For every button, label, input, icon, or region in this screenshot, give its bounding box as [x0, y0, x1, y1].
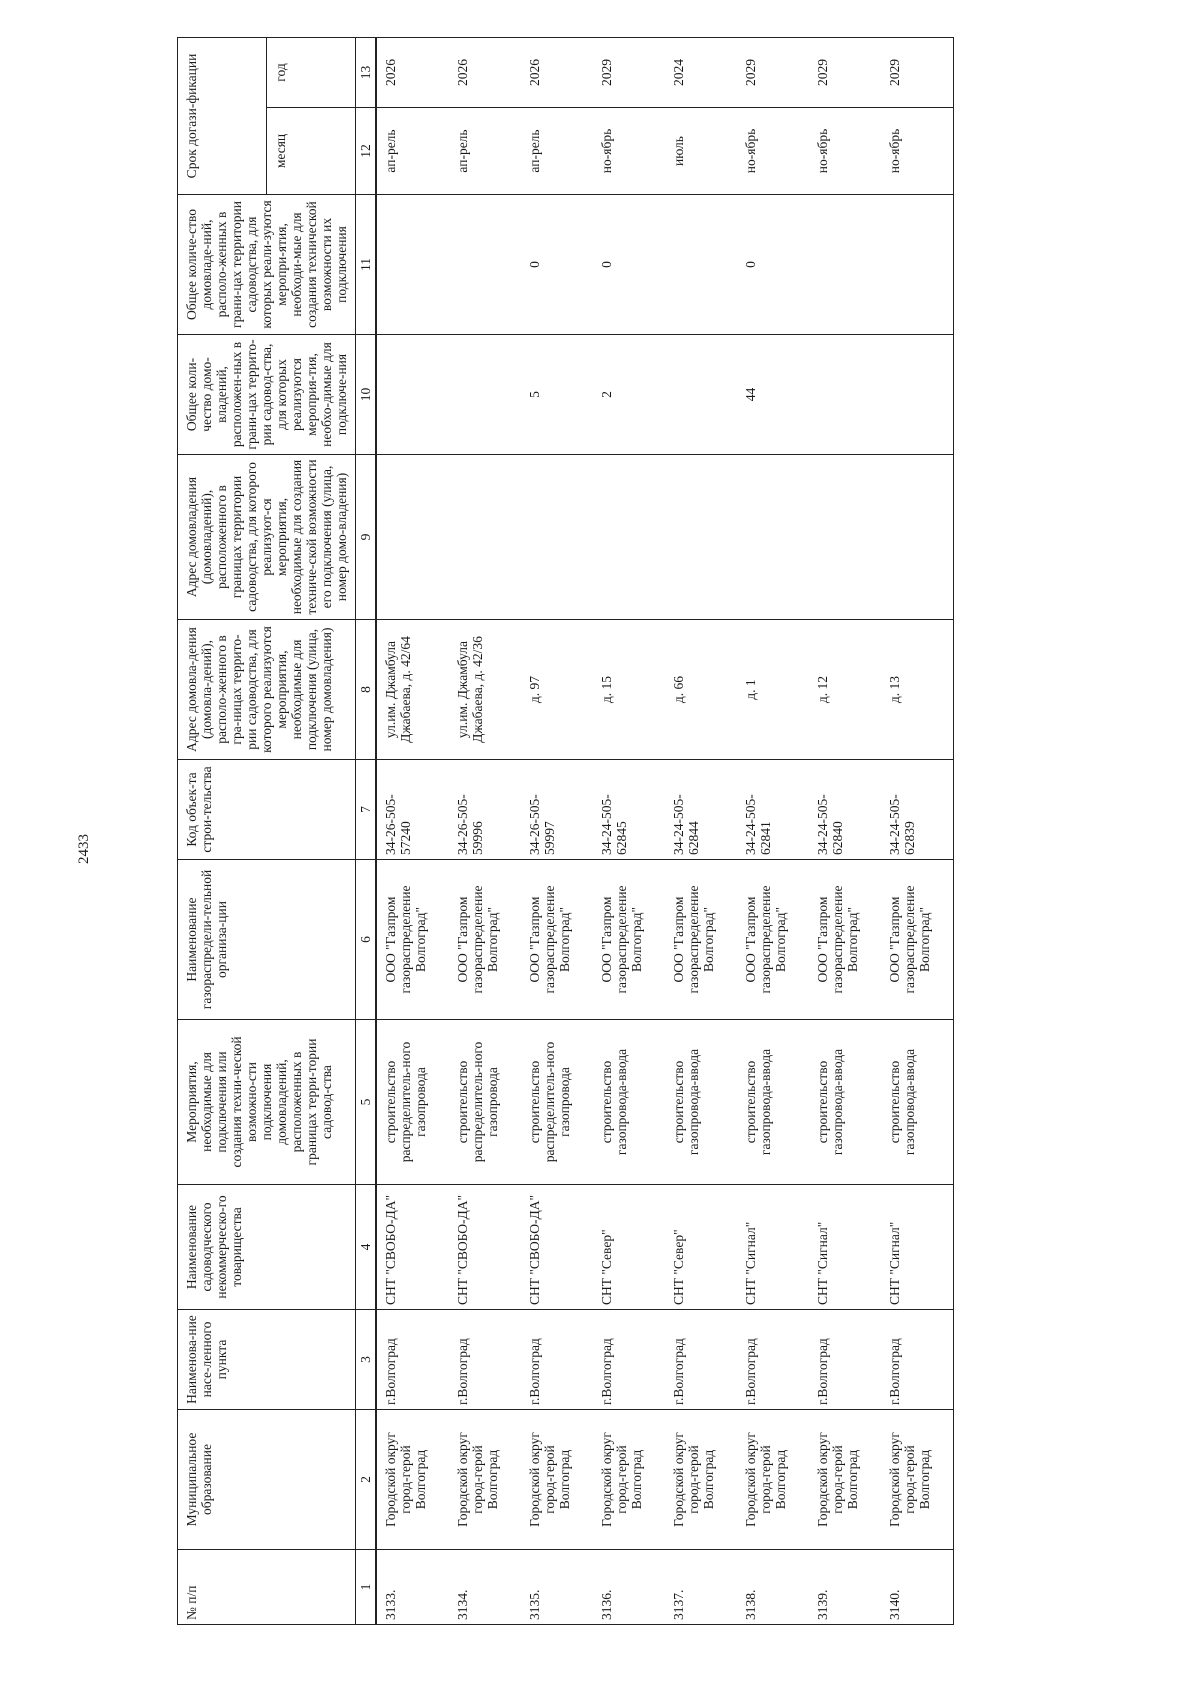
cell-municipality: Городской округ город-герой Волгоград — [521, 1410, 593, 1550]
cell-partnership: СНТ "Сигнал" — [881, 1185, 954, 1310]
cell-measures: строительство распределитель-ного газопровода — [521, 1020, 593, 1185]
cell-total-capability — [881, 195, 954, 335]
cell-month: ап-рель — [521, 108, 593, 195]
cell-object-code: 34-24-505-62841 — [737, 760, 809, 860]
cell-object-code: 34-26-505-57240 — [376, 760, 449, 860]
cell-year: 2026 — [521, 37, 593, 107]
cell-partnership: СНТ "Сигнал" — [737, 1185, 809, 1310]
header-num: № п/п — [178, 1550, 356, 1625]
column-number: 5 — [356, 1020, 377, 1185]
cell-total-connection — [376, 335, 449, 455]
cell-gas-org: ООО "Газпром газораспределение Волгоград" — [809, 860, 881, 1020]
cell-municipality: Городской округ город-герой Волгоград — [376, 1410, 449, 1550]
cell-address-capability — [809, 455, 881, 620]
cell-municipality: Городской округ город-герой Волгоград — [449, 1410, 521, 1550]
cell-partnership: СНТ "СВОБО-ДА" — [449, 1185, 521, 1310]
cell-total-capability — [449, 195, 521, 335]
cell-object-code: 34-24-505-62839 — [881, 760, 954, 860]
cell-partnership: СНТ "Север" — [593, 1185, 665, 1310]
cell-settlement: г.Волгоград — [665, 1310, 737, 1410]
header-address-capability: Адрес домовладения (домовладений), расположенного в границах территории садоводства, для которого реализуют-ся мероприятия, необходимые для создания техниче-ской возможности его подключения (улица, номер домо-владения) — [178, 455, 356, 620]
cell-total-capability — [376, 195, 449, 335]
cell-gas-org: ООО "Газпром газораспределение Волгоград" — [376, 860, 449, 1020]
cell-address-connection: ул.им. Джамбула Джабаева, д. 42/64 — [376, 620, 449, 760]
header-address-connection: Адрес домовла-дения (домовла-дений), располо-женного в гра-ницах террито-рии садоводства, для которого реализуются мероприятия, необходимые для подключения (улица, номер домовладения) — [178, 620, 356, 760]
cell-num: 3133. — [376, 1550, 449, 1625]
cell-total-capability — [809, 195, 881, 335]
header-total-connection: Общее коли-чество домо-владений, расположен-ных в грани-цах террито-рии садовод-ства, для которых реализуются мероприя-тия, необхо-димые для подключе-ния — [178, 335, 356, 455]
cell-gas-org: ООО "Газпром газораспределение Волгоград" — [737, 860, 809, 1020]
table-header — [178, 37, 377, 1624]
cell-gas-org: ООО "Газпром газораспределение Волгоград" — [521, 860, 593, 1020]
cell-address-connection: д. 15 — [593, 620, 665, 760]
cell-address-connection: д. 13 — [881, 620, 954, 760]
header-object-code: Код объек-та строи-тельства — [178, 760, 356, 860]
table-row — [449, 37, 521, 1624]
table-row — [881, 37, 954, 1624]
cell-year: 2029 — [737, 37, 809, 107]
header-deadline-group: Срок догази-фикации — [178, 37, 267, 194]
header-gas-org: Наименование газораспредели-тельной организа-ции — [178, 860, 356, 1020]
cell-year: 2024 — [665, 37, 737, 107]
cell-gas-org: ООО "Газпром газораспределение Волгоград" — [593, 860, 665, 1020]
cell-month: но-ябрь — [737, 108, 809, 195]
cell-total-capability: 0 — [737, 195, 809, 335]
cell-municipality: Городской округ город-герой Волгоград — [593, 1410, 665, 1550]
column-number: 1 — [356, 1550, 377, 1625]
cell-month: ап-рель — [449, 108, 521, 195]
cell-object-code: 34-24-505-62845 — [593, 760, 665, 860]
cell-address-connection: ул.им. Джамбула Джабаева, д. 42/36 — [449, 620, 521, 760]
table-row — [521, 37, 593, 1624]
cell-gas-org: ООО "Газпром газораспределение Волгоград" — [881, 860, 954, 1020]
cell-total-connection — [809, 335, 881, 455]
cell-num: 3136. — [593, 1550, 665, 1625]
table-row — [376, 37, 449, 1624]
cell-month: ап-рель — [376, 108, 449, 195]
cell-municipality: Городской округ город-герой Волгоград — [665, 1410, 737, 1550]
cell-object-code: 34-24-505-62844 — [665, 760, 737, 860]
header-settlement: Наименова-ние насе-ленного пункта — [178, 1310, 356, 1410]
cell-address-connection: д. 66 — [665, 620, 737, 760]
header-month: месяц — [267, 108, 356, 195]
cell-address-capability — [665, 455, 737, 620]
table-row — [593, 37, 665, 1624]
cell-num: 3138. — [737, 1550, 809, 1625]
cell-measures: строительство распределитель-ного газопровода — [376, 1020, 449, 1185]
header-partnership: Наименование садоводческого некоммерческо-го товарищества — [178, 1185, 356, 1310]
cell-partnership: СНТ "Сигнал" — [809, 1185, 881, 1310]
cell-num: 3137. — [665, 1550, 737, 1625]
cell-settlement: г.Волгоград — [376, 1310, 449, 1410]
cell-year: 2026 — [376, 37, 449, 107]
header-measures: Мероприятия, необходимые для подключения или создания техни-ческой возможно-сти подключения домовладений, расположенных в границах терри-тории садовод-ства — [178, 1020, 356, 1185]
cell-settlement: г.Волгоград — [809, 1310, 881, 1410]
cell-measures: строительство газопровода-ввода — [881, 1020, 954, 1185]
cell-total-connection — [665, 335, 737, 455]
cell-municipality: Городской округ город-герой Волгоград — [737, 1410, 809, 1550]
cell-object-code: 34-26-505-59996 — [449, 760, 521, 860]
header-year: год — [267, 37, 356, 107]
header-municipality: Муниципальное образование — [178, 1410, 356, 1550]
cell-measures: строительство газопровода-ввода — [665, 1020, 737, 1185]
cell-num: 3140. — [881, 1550, 954, 1625]
cell-address-connection: д. 97 — [521, 620, 593, 760]
column-number: 3 — [356, 1310, 377, 1410]
cell-address-capability — [376, 455, 449, 620]
cell-municipality: Городской округ город-герой Волгоград — [809, 1410, 881, 1550]
cell-measures: строительство газопровода-ввода — [809, 1020, 881, 1185]
cell-total-capability: 0 — [593, 195, 665, 335]
cell-total-connection: 2 — [593, 335, 665, 455]
column-number: 13 — [356, 37, 377, 107]
column-number: 12 — [356, 108, 377, 195]
cell-settlement: г.Волгоград — [737, 1310, 809, 1410]
column-number: 9 — [356, 455, 377, 620]
cell-address-connection: д. 12 — [809, 620, 881, 760]
header-total-capability: Общее количе-ство домовладе-ний, располо-женных в грани-цах территории садоводства, для которых реали-зуются меропри-ятия, необходи-мые для создания технической возможности их подключения — [178, 195, 356, 335]
cell-address-capability — [881, 455, 954, 620]
cell-municipality: Городской округ город-герой Волгоград — [881, 1410, 954, 1550]
cell-year: 2026 — [449, 37, 521, 107]
column-number: 8 — [356, 620, 377, 760]
cell-partnership: СНТ "Север" — [665, 1185, 737, 1310]
cell-address-capability — [521, 455, 593, 620]
cell-partnership: СНТ "СВОБО-ДА" — [521, 1185, 593, 1310]
column-number: 2 — [356, 1410, 377, 1550]
cell-num: 3139. — [809, 1550, 881, 1625]
rotated-table-container — [177, 38, 1029, 1625]
column-number: 6 — [356, 860, 377, 1020]
cell-total-capability: 0 — [521, 195, 593, 335]
page-number: 2433 — [76, 834, 92, 864]
cell-object-code: 34-24-505-62840 — [809, 760, 881, 860]
cell-total-connection — [449, 335, 521, 455]
cell-num: 3135. — [521, 1550, 593, 1625]
cell-address-capability — [737, 455, 809, 620]
cell-year: 2029 — [881, 37, 954, 107]
column-number: 11 — [356, 195, 377, 335]
cell-gas-org: ООО "Газпром газораспределение Волгоград" — [665, 860, 737, 1020]
table-body — [376, 37, 954, 1624]
cell-gas-org: ООО "Газпром газораспределение Волгоград" — [449, 860, 521, 1020]
cell-settlement: г.Волгоград — [593, 1310, 665, 1410]
cell-num: 3134. — [449, 1550, 521, 1625]
column-number: 4 — [356, 1185, 377, 1310]
gasification-table — [177, 37, 954, 1625]
cell-month: но-ябрь — [809, 108, 881, 195]
cell-settlement: г.Волгоград — [449, 1310, 521, 1410]
cell-month: но-ябрь — [881, 108, 954, 195]
cell-address-capability — [593, 455, 665, 620]
column-number: 10 — [356, 335, 377, 455]
cell-total-connection: 44 — [737, 335, 809, 455]
column-numbers-row — [356, 37, 377, 1624]
cell-year: 2029 — [809, 37, 881, 107]
cell-total-connection — [881, 335, 954, 455]
column-number: 7 — [356, 760, 377, 860]
cell-measures: строительство газопровода-ввода — [593, 1020, 665, 1185]
cell-year: 2029 — [593, 37, 665, 107]
cell-measures: строительство распределитель-ного газопровода — [449, 1020, 521, 1185]
table-row — [809, 37, 881, 1624]
cell-address-connection: д. 1 — [737, 620, 809, 760]
cell-month: июль — [665, 108, 737, 195]
cell-total-connection: 5 — [521, 335, 593, 455]
cell-partnership: СНТ "СВОБО-ДА" — [376, 1185, 449, 1310]
cell-month: но-ябрь — [593, 108, 665, 195]
cell-settlement: г.Волгоград — [521, 1310, 593, 1410]
cell-address-capability — [449, 455, 521, 620]
cell-object-code: 34-26-505-59997 — [521, 760, 593, 860]
cell-settlement: г.Волгоград — [881, 1310, 954, 1410]
table-row — [737, 37, 809, 1624]
cell-total-capability — [665, 195, 737, 335]
table-row — [665, 37, 737, 1624]
cell-measures: строительство газопровода-ввода — [737, 1020, 809, 1185]
